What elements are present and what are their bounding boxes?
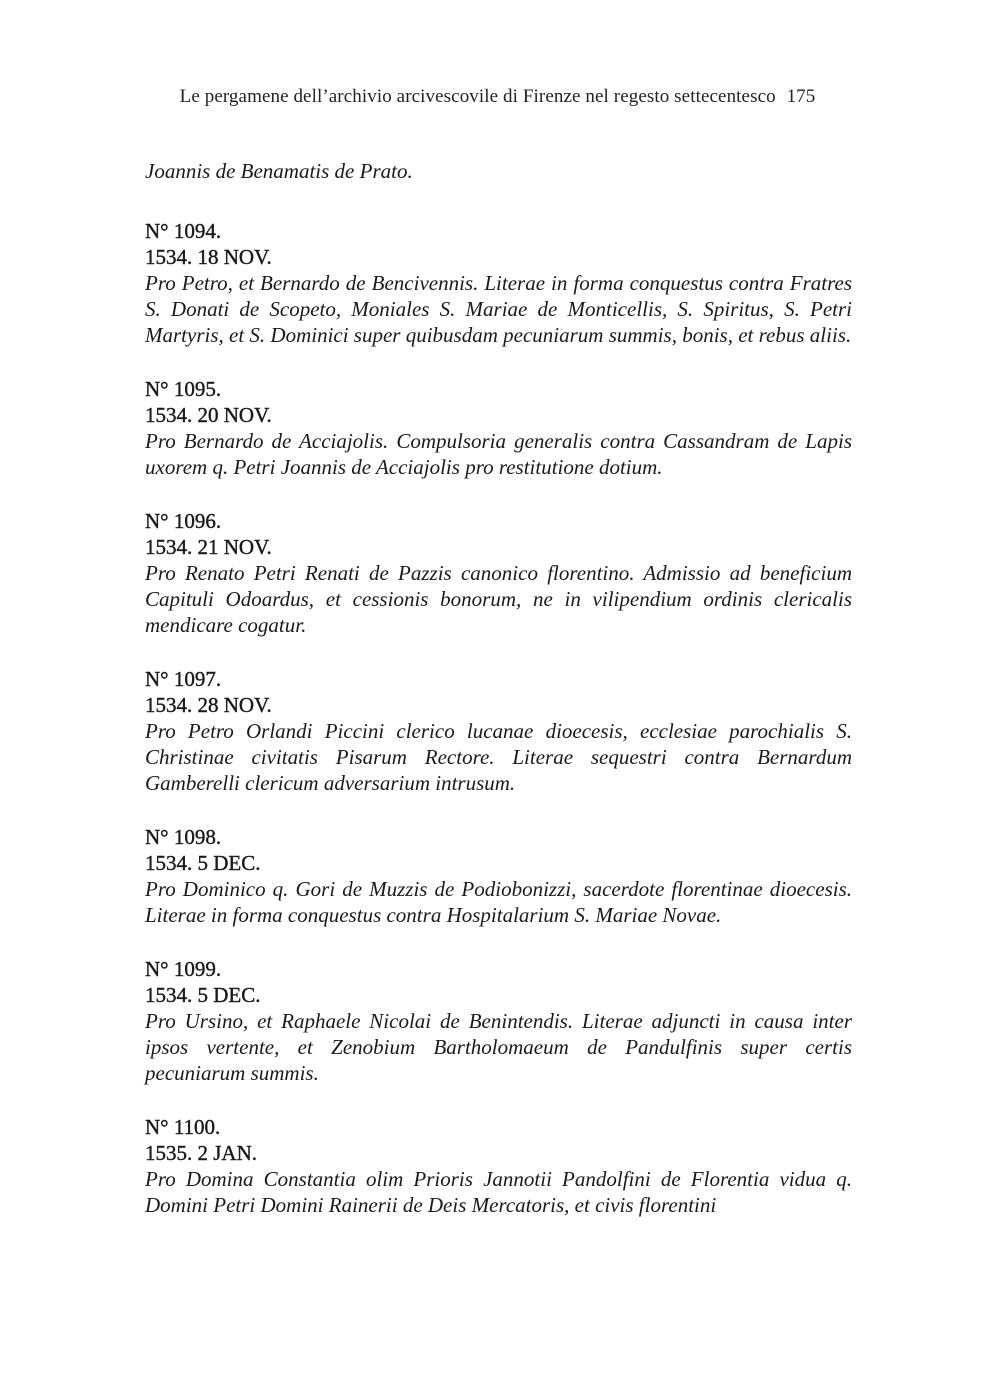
entry-1097: [145, 666, 852, 796]
entry-number: N° 1098.: [145, 825, 222, 849]
entry-1094: [145, 218, 852, 348]
entry-summary: Pro Petro Orlandi Piccini clerico lucanae dioecesis, ecclesiae parochialis S. Christinae civitatis Pisarum Rectore. Literae sequestri contra Bernardum Gamberelli clericum adversarium intrusum.: [145, 719, 852, 795]
continuation-text: Joannis de Benamatis de Prato.: [145, 159, 413, 183]
entry-summary: Pro Dominico q. Gori de Muzzis de Podiobonizzi, sacerdote florentinae dioecesis. Literae in forma conquestus contra Hospitalarium S. Mariae Novae.: [145, 877, 852, 927]
entry-number: N° 1096.: [145, 509, 222, 533]
entry-1096: [145, 508, 852, 638]
entry-summary: Pro Ursino, et Raphaele Nicolai de Benintendis. Literae adjuncti in causa inter ipsos vertente, et Zenobium Bartholomaeum de Pandulfinis super certis pecuniarum summis.: [145, 1009, 852, 1085]
entry-date: 1534. 20 NOV.: [145, 403, 272, 427]
entry-number: N° 1095.: [145, 377, 222, 401]
entry-number: N° 1094.: [145, 219, 222, 243]
entry-date: 1534. 5 DEC.: [145, 851, 261, 875]
entry-number: N° 1100.: [145, 1115, 221, 1139]
entry-date: 1534. 21 NOV.: [145, 535, 272, 559]
entry-1098: [145, 824, 852, 928]
body-text: [145, 158, 852, 1246]
entry-summary: Pro Domina Constantia olim Prioris Jannotii Pandolfini de Florentia vidua q. Domini Petri Domini Rainerii de Deis Mercatoris, et civis florentini: [145, 1167, 852, 1217]
entry-date: 1535. 2 JAN.: [145, 1141, 258, 1165]
entry-summary: Pro Renato Petri Renati de Pazzis canonico florentino. Admissio ad beneficium Capituli Odoardus, et cessionis bonorum, ne in vilipendium ordinis clericalis mendicare cogatur.: [145, 561, 852, 637]
page-number: 175: [786, 86, 816, 107]
entry-summary: Pro Bernardo de Acciajolis. Compulsoria generalis contra Cassandram de Lapis uxorem q. Petri Joannis de Acciajolis pro restitutione dotium.: [145, 429, 852, 479]
running-head-title: Le pergamene dell’archivio arcivescovile di Firenze nel regesto settecentesco: [179, 86, 776, 107]
entry-1099: [145, 956, 852, 1086]
entry-summary: Pro Petro, et Bernardo de Bencivennis. Literae in forma conquestus contra Fratres S. Donati de Scopeto, Moniales S. Mariae de Monticellis, S. Spiritus, S. Petri Martyris, et S. Dominici super quibusdam pecuniarum summis, bonis, et rebus aliis.: [145, 271, 852, 347]
entry-1095: [145, 376, 852, 480]
entry-date: 1534. 5 DEC.: [145, 983, 261, 1007]
entry-number: N° 1097.: [145, 667, 222, 691]
entry-date: 1534. 28 NOV.: [145, 693, 272, 717]
entry-date: 1534. 18 NOV.: [145, 245, 272, 269]
entry-number: N° 1099.: [145, 957, 222, 981]
entry-1100: [145, 1114, 852, 1218]
running-head: [145, 86, 850, 108]
